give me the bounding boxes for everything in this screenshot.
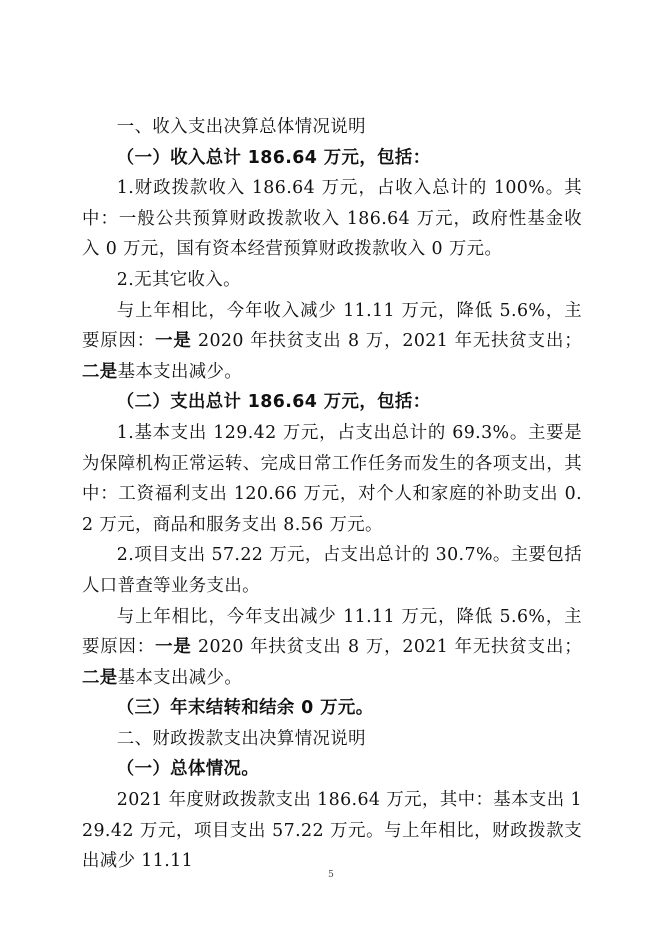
comparison-text-tail: 基本支出减少。 (117, 361, 243, 382)
paragraph-2021-fiscal-appropriation-expenditure: 2021 年度财政拨款支出 186.64 万元，其中：基本支出 129.42 万元，项目支出 57.22 万元。与上年相比，财政拨款支出减少 11.11 (82, 790, 582, 872)
keyword-first-reason: 一是 (155, 637, 192, 658)
keyword-second-reason: 二是 (82, 667, 118, 688)
comparison-text-lead: 与上年相比，今年收入减少 11.11 万元，降低 5.6%，主要原因： (82, 300, 582, 352)
comparison-text-middle: 2020 年扶贫支出 8 万，2021 年无扶贫支出； (191, 637, 582, 658)
comparison-text-lead: 与上年相比，今年支出减少 11.11 万元，降低 5.6%，主要原因： (82, 606, 582, 658)
keyword-first-reason: 一是 (155, 331, 192, 352)
comparison-text-tail: 基本支出减少。 (117, 667, 243, 688)
section-heading-income-expense-overview: 一、收入支出决算总体情况说明 (116, 117, 366, 137)
paragraph-income-year-comparison (82, 296, 582, 388)
subheading-overall-situation: （一）总体情况。 (116, 759, 260, 780)
comparison-text-middle: 2020 年扶贫支出 8 万，2021 年无扶贫支出； (191, 331, 582, 352)
paragraph-fiscal-appropriation-income: 1.财政拨款收入 186.64 万元，占收入总计的 100%。其中：一般公共预算财政拨款收入 186.64 万元，政府性基金收入 0 万元，国有资本经营预算财政拨款收入 0 万元。 (82, 178, 582, 260)
paragraph-expenditure-year-comparison (82, 602, 582, 694)
keyword-second-reason: 二是 (82, 361, 118, 382)
subheading-total-expenditure: （二）支出总计 186.64 万元，包括： (116, 392, 431, 413)
subheading-total-income: （一）收入总计 186.64 万元，包括： (116, 147, 431, 168)
page-number: 5 (328, 870, 334, 880)
paragraph-basic-expenditure: 1.基本支出 129.42 万元，占支出总计的 69.3%。主要是为保障机构正常运转、完成日常工作任务而发生的各项支出，其中：工资福利支出 120.66 万元，对个人和家庭的补助支出 0.2 万元，商品和服务支出 8.56 万元。 (82, 422, 582, 535)
document-body (82, 112, 582, 877)
section-heading-fiscal-appropriation-expenditure: 二、财政拨款支出决算情况说明 (116, 728, 366, 749)
paragraph-no-other-income: 2.无其它收入。 (116, 269, 241, 290)
subheading-year-end-carryover: （三）年末结转和结余 0 万元。 (116, 698, 374, 719)
paragraph-project-expenditure: 2.项目支出 57.22 万元，占支出总计的 30.7%。主要包括人口普查等业务支出。 (82, 545, 582, 596)
